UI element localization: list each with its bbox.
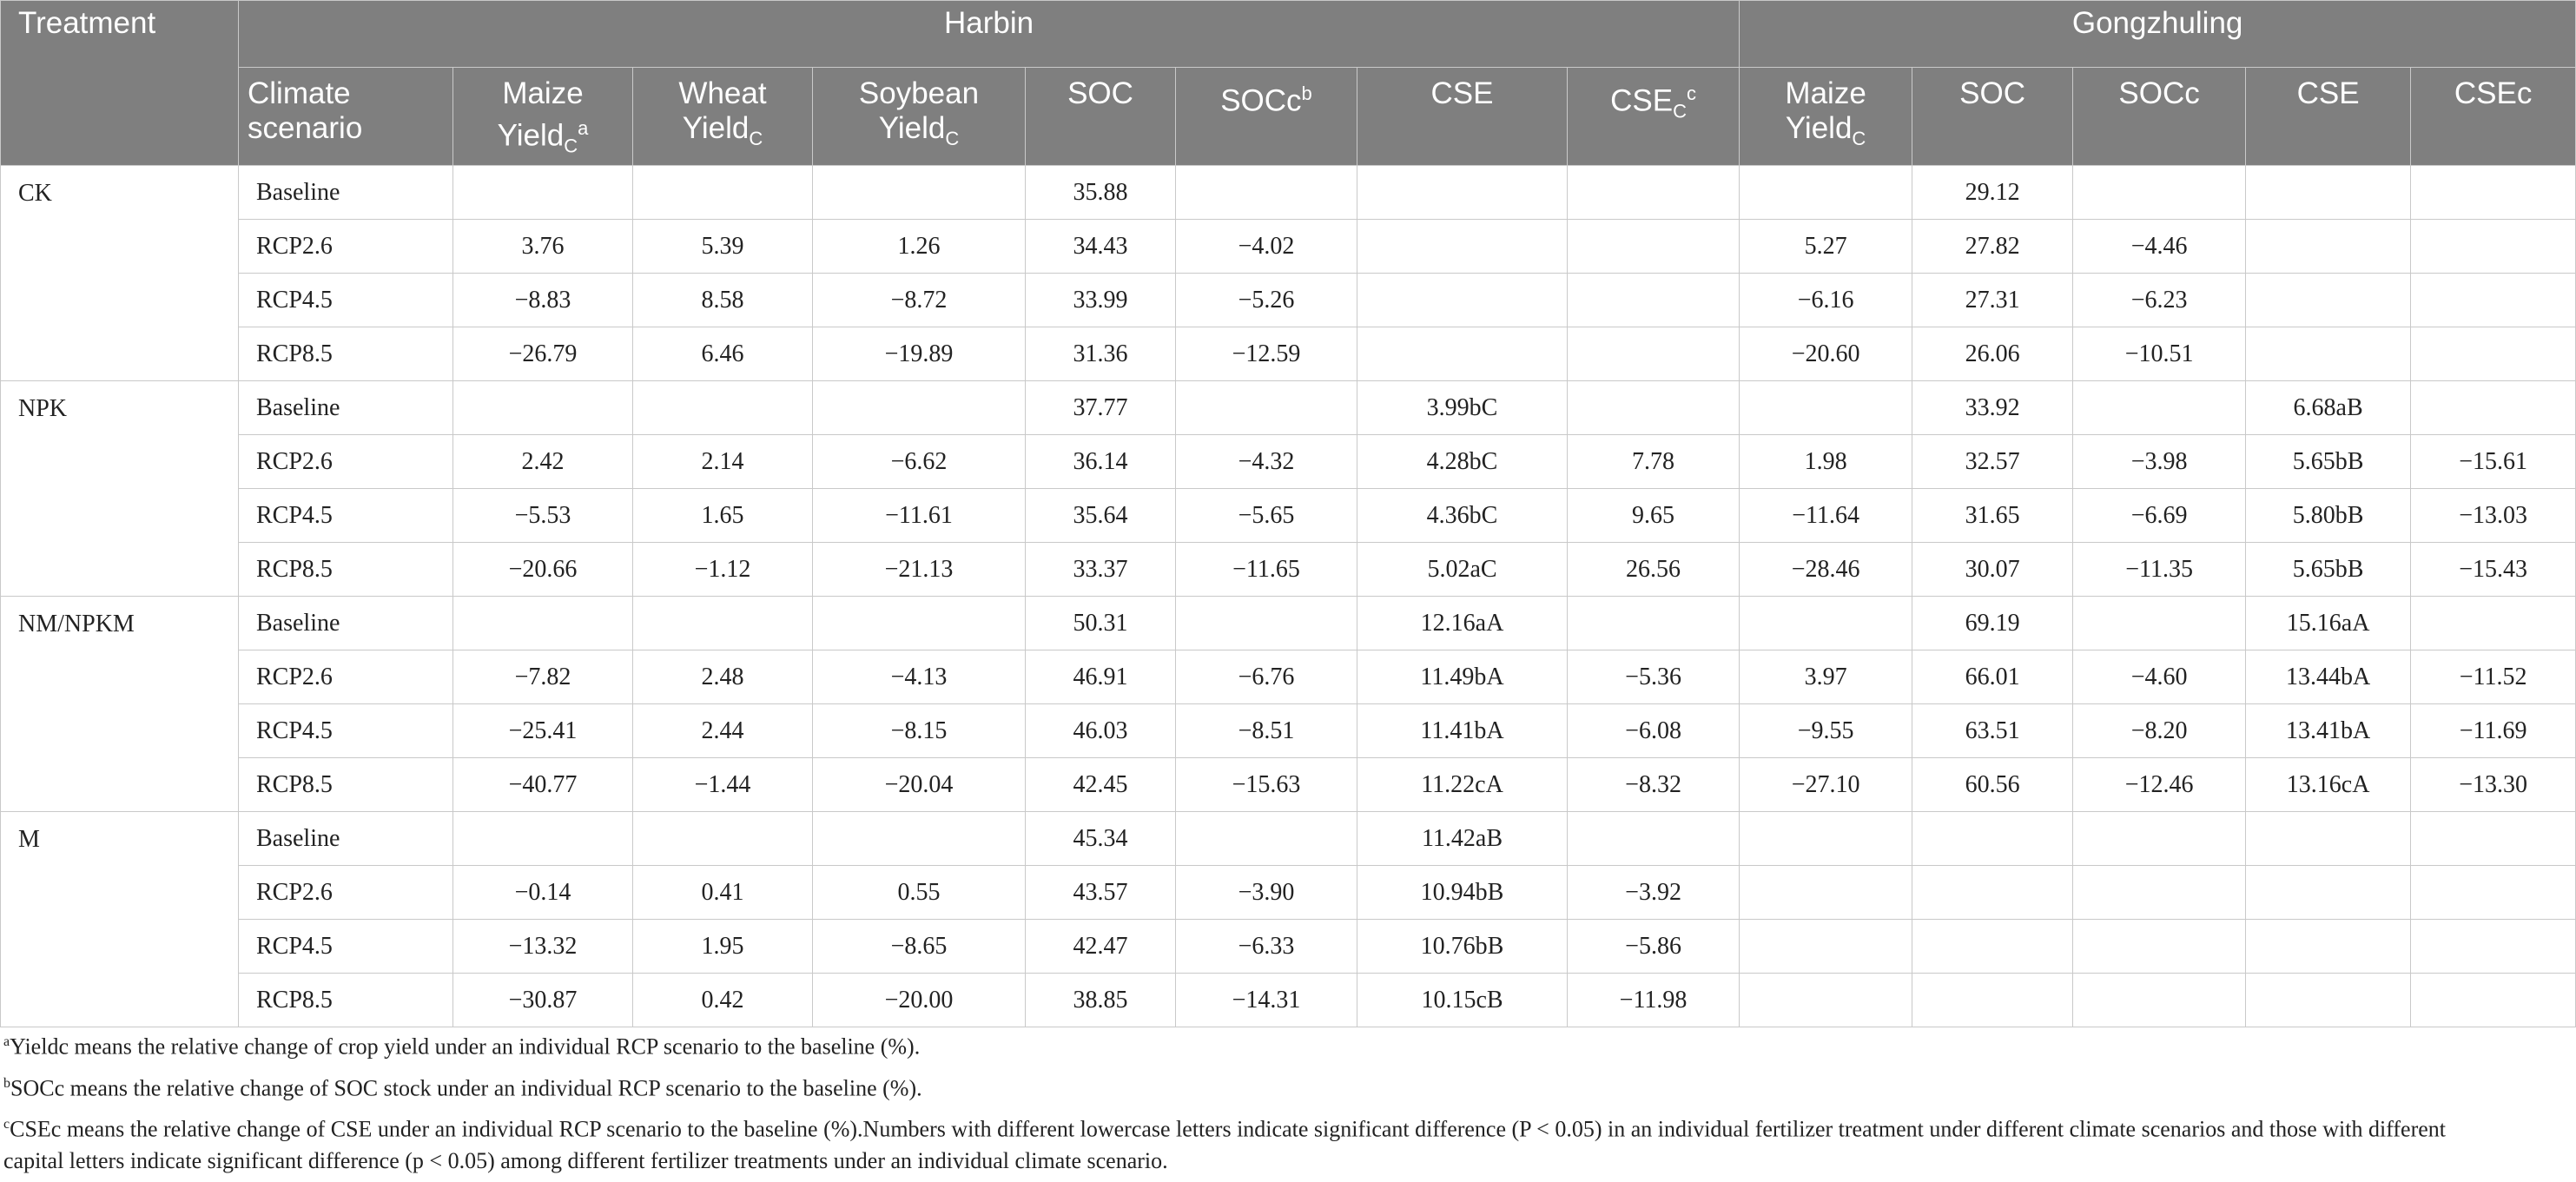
table-row <box>1 381 2576 435</box>
value-cell: 3.99bC <box>1357 381 1568 435</box>
value-cell: −28.46 <box>1740 543 1912 597</box>
harbin-csec-header: $CSE_C^c$ <box>1568 68 1740 166</box>
value-cell <box>1357 327 1568 381</box>
value-cell: 13.16cA <box>2246 758 2411 812</box>
value-cell <box>2246 974 2411 1027</box>
value-cell: 0.42 <box>633 974 813 1027</box>
value-cell: 43.57 <box>1026 866 1176 920</box>
value-cell <box>2073 920 2246 974</box>
value-cell: −8.72 <box>813 274 1026 327</box>
value-cell: −3.90 <box>1176 866 1357 920</box>
value-cell: 11.49bA <box>1357 650 1568 704</box>
value-cell: −15.61 <box>2411 435 2576 489</box>
scenario-cell: RCP4.5 <box>239 704 453 758</box>
table-row <box>1 812 2576 866</box>
value-cell: −13.30 <box>2411 758 2576 812</box>
value-cell: 6.46 <box>633 327 813 381</box>
value-cell <box>1357 274 1568 327</box>
value-cell <box>633 597 813 650</box>
climate-scenario-header: Climate scenario <box>239 68 453 166</box>
value-cell: 2.42 <box>453 435 633 489</box>
value-cell: −11.69 <box>2411 704 2576 758</box>
value-cell <box>813 597 1026 650</box>
value-cell: −5.65 <box>1176 489 1357 543</box>
treatment-header: Treatment <box>1 1 239 166</box>
harbin-soybean-yield-header: Soybean Yield$_C$ <box>813 68 1026 166</box>
value-cell <box>2073 381 2246 435</box>
scenario-cell: Baseline <box>239 812 453 866</box>
value-cell: −3.98 <box>2073 435 2246 489</box>
value-cell <box>1912 812 2073 866</box>
value-cell: 69.19 <box>1912 597 2073 650</box>
value-cell <box>1912 866 2073 920</box>
value-cell: 3.97 <box>1740 650 1912 704</box>
value-cell: 33.37 <box>1026 543 1176 597</box>
value-cell <box>1176 381 1357 435</box>
value-cell <box>1740 381 1912 435</box>
value-cell: 63.51 <box>1912 704 2073 758</box>
value-cell: −11.61 <box>813 489 1026 543</box>
footnote-c: $^c$CSEc means the relative change of CSE under an individual RCP scenario to the baseline (%).Numbers with different lowercase letters indicate significant difference (P < 0.05) in an individual fertilizer treatment under different climate scenarios and those with different capital letters indicate significant difference (p < 0.05) among different fertilizer treatments under an individual climate scenario. <box>3 1116 2447 1173</box>
value-cell: 5.02aC <box>1357 543 1568 597</box>
value-cell <box>633 812 813 866</box>
footnotes <box>0 1027 2461 1182</box>
harbin-wheat-yield-header: Wheat Yield$_C$ <box>633 68 813 166</box>
treatment-cell: M <box>1 812 239 1027</box>
value-cell <box>1357 220 1568 274</box>
value-cell <box>1568 166 1740 220</box>
value-cell: −15.43 <box>2411 543 2576 597</box>
value-cell <box>2411 220 2576 274</box>
value-cell <box>2246 920 2411 974</box>
value-cell <box>1740 597 1912 650</box>
value-cell: −6.08 <box>1568 704 1740 758</box>
value-cell: −6.62 <box>813 435 1026 489</box>
value-cell: −1.44 <box>633 758 813 812</box>
value-cell: 42.47 <box>1026 920 1176 974</box>
treatment-cell: CK <box>1 166 239 381</box>
value-cell: 10.76bB <box>1357 920 1568 974</box>
gongzhuling-socc-header: SOCc <box>2073 68 2246 166</box>
value-cell <box>2073 812 2246 866</box>
value-cell <box>2411 866 2576 920</box>
scenario-cell: Baseline <box>239 381 453 435</box>
value-cell: −4.46 <box>2073 220 2246 274</box>
value-cell: 8.58 <box>633 274 813 327</box>
value-cell: −11.35 <box>2073 543 2246 597</box>
scenario-cell: RCP8.5 <box>239 758 453 812</box>
value-cell: −11.65 <box>1176 543 1357 597</box>
value-cell: −5.53 <box>453 489 633 543</box>
value-cell <box>1568 381 1740 435</box>
value-cell: 9.65 <box>1568 489 1740 543</box>
value-cell: −4.60 <box>2073 650 2246 704</box>
value-cell: −12.46 <box>2073 758 2246 812</box>
value-cell <box>2411 274 2576 327</box>
value-cell: 60.56 <box>1912 758 2073 812</box>
value-cell <box>813 381 1026 435</box>
value-cell <box>1740 920 1912 974</box>
value-cell: −10.51 <box>2073 327 2246 381</box>
value-cell: −4.02 <box>1176 220 1357 274</box>
value-cell <box>2246 166 2411 220</box>
scenario-cell: RCP4.5 <box>239 920 453 974</box>
value-cell: 2.48 <box>633 650 813 704</box>
value-cell <box>453 381 633 435</box>
value-cell: 34.43 <box>1026 220 1176 274</box>
value-cell: −13.03 <box>2411 489 2576 543</box>
value-cell <box>2246 220 2411 274</box>
table-row <box>1 704 2576 758</box>
value-cell <box>1176 812 1357 866</box>
value-cell <box>1568 812 1740 866</box>
value-cell: 10.94bB <box>1357 866 1568 920</box>
value-cell <box>2411 327 2576 381</box>
value-cell: −0.14 <box>453 866 633 920</box>
value-cell <box>2246 866 2411 920</box>
value-cell: −8.83 <box>453 274 633 327</box>
value-cell: 11.22cA <box>1357 758 1568 812</box>
table-row <box>1 758 2576 812</box>
value-cell <box>453 166 633 220</box>
table-row <box>1 220 2576 274</box>
table-row <box>1 920 2576 974</box>
gongzhuling-csec-header: CSEc <box>2411 68 2576 166</box>
value-cell <box>1740 812 1912 866</box>
table-row <box>1 166 2576 220</box>
value-cell: 30.07 <box>1912 543 2073 597</box>
value-cell: −12.59 <box>1176 327 1357 381</box>
value-cell: −20.04 <box>813 758 1026 812</box>
value-cell: −40.77 <box>453 758 633 812</box>
value-cell <box>2411 166 2576 220</box>
value-cell: −25.41 <box>453 704 633 758</box>
value-cell: −20.00 <box>813 974 1026 1027</box>
value-cell <box>1740 974 1912 1027</box>
value-cell: 29.12 <box>1912 166 2073 220</box>
value-cell: 26.56 <box>1568 543 1740 597</box>
value-cell: 6.68aB <box>2246 381 2411 435</box>
scenario-cell: RCP2.6 <box>239 220 453 274</box>
table-row <box>1 650 2576 704</box>
value-cell: 26.06 <box>1912 327 2073 381</box>
treatment-cell: NPK <box>1 381 239 597</box>
value-cell: 5.80bB <box>2246 489 2411 543</box>
value-cell: 50.31 <box>1026 597 1176 650</box>
scenario-cell: RCP2.6 <box>239 866 453 920</box>
value-cell <box>2411 974 2576 1027</box>
value-cell: −6.33 <box>1176 920 1357 974</box>
value-cell: 31.36 <box>1026 327 1176 381</box>
value-cell: −3.92 <box>1568 866 1740 920</box>
value-cell: 37.77 <box>1026 381 1176 435</box>
value-cell <box>1740 866 1912 920</box>
value-cell: 31.65 <box>1912 489 2073 543</box>
gongzhuling-header: Gongzhuling <box>1740 1 2576 68</box>
value-cell: −15.63 <box>1176 758 1357 812</box>
value-cell <box>2246 274 2411 327</box>
value-cell: 11.42aB <box>1357 812 1568 866</box>
value-cell <box>1912 974 2073 1027</box>
value-cell: −5.26 <box>1176 274 1357 327</box>
table-row <box>1 435 2576 489</box>
value-cell: 32.57 <box>1912 435 2073 489</box>
value-cell: 2.44 <box>633 704 813 758</box>
value-cell <box>2411 597 2576 650</box>
scenario-cell: Baseline <box>239 166 453 220</box>
value-cell: 3.76 <box>453 220 633 274</box>
value-cell: 36.14 <box>1026 435 1176 489</box>
scenario-cell: RCP4.5 <box>239 274 453 327</box>
value-cell: 15.16aA <box>2246 597 2411 650</box>
table-body <box>1 166 2576 1027</box>
value-cell: −1.12 <box>633 543 813 597</box>
value-cell <box>2411 381 2576 435</box>
value-cell: −21.13 <box>813 543 1026 597</box>
table-row <box>1 974 2576 1027</box>
scenario-cell: RCP2.6 <box>239 650 453 704</box>
gongzhuling-cse-header: CSE <box>2246 68 2411 166</box>
value-cell <box>2073 597 2246 650</box>
table-row <box>1 489 2576 543</box>
value-cell: −7.82 <box>453 650 633 704</box>
gongzhuling-soc-header: SOC <box>1912 68 2073 166</box>
footnote-b: $^b$SOCc means the relative change of SOC stock under an individual RCP scenario to the baseline (%). <box>3 1075 922 1101</box>
harbin-soc-header: SOC <box>1026 68 1176 166</box>
value-cell: 0.55 <box>813 866 1026 920</box>
value-cell: 0.41 <box>633 866 813 920</box>
value-cell: −8.51 <box>1176 704 1357 758</box>
value-cell <box>2411 920 2576 974</box>
value-cell: −13.32 <box>453 920 633 974</box>
value-cell: −8.32 <box>1568 758 1740 812</box>
value-cell <box>453 597 633 650</box>
value-cell: 1.95 <box>633 920 813 974</box>
treatment-cell: NM/NPKM <box>1 597 239 812</box>
value-cell: −11.64 <box>1740 489 1912 543</box>
value-cell: 46.91 <box>1026 650 1176 704</box>
value-cell <box>813 166 1026 220</box>
value-cell <box>1176 597 1357 650</box>
scenario-cell: RCP2.6 <box>239 435 453 489</box>
harbin-cse-header: CSE <box>1357 68 1568 166</box>
table-row <box>1 597 2576 650</box>
value-cell <box>1740 166 1912 220</box>
value-cell <box>1568 220 1740 274</box>
scenario-cell: RCP4.5 <box>239 489 453 543</box>
gongzhuling-maize-yield-header: Maize Yield$_C$ <box>1740 68 1912 166</box>
value-cell <box>1912 920 2073 974</box>
value-cell: 38.85 <box>1026 974 1176 1027</box>
value-cell <box>453 812 633 866</box>
value-cell <box>633 381 813 435</box>
value-cell: −4.13 <box>813 650 1026 704</box>
value-cell: −11.98 <box>1568 974 1740 1027</box>
value-cell <box>2073 166 2246 220</box>
value-cell: −6.76 <box>1176 650 1357 704</box>
harbin-header: Harbin <box>239 1 1740 68</box>
value-cell: −20.66 <box>453 543 633 597</box>
value-cell: −6.69 <box>2073 489 2246 543</box>
value-cell: 13.41bA <box>2246 704 2411 758</box>
value-cell: 33.99 <box>1026 274 1176 327</box>
harbin-maize-yield-header: Maize Yield$_C^a$ <box>453 68 633 166</box>
value-cell: 35.64 <box>1026 489 1176 543</box>
value-cell: 5.39 <box>633 220 813 274</box>
value-cell: −26.79 <box>453 327 633 381</box>
value-cell: −30.87 <box>453 974 633 1027</box>
value-cell: 27.31 <box>1912 274 2073 327</box>
value-cell <box>2246 327 2411 381</box>
value-cell: 13.44bA <box>2246 650 2411 704</box>
value-cell: 66.01 <box>1912 650 2073 704</box>
value-cell <box>2073 974 2246 1027</box>
value-cell: −5.86 <box>1568 920 1740 974</box>
value-cell <box>1568 597 1740 650</box>
value-cell: 2.14 <box>633 435 813 489</box>
value-cell <box>1568 327 1740 381</box>
value-cell: 1.26 <box>813 220 1026 274</box>
scenario-cell: Baseline <box>239 597 453 650</box>
value-cell: 5.65bB <box>2246 435 2411 489</box>
table-row <box>1 543 2576 597</box>
value-cell: 1.98 <box>1740 435 1912 489</box>
table-row <box>1 274 2576 327</box>
value-cell: 5.65bB <box>2246 543 2411 597</box>
value-cell <box>2411 812 2576 866</box>
value-cell: 5.27 <box>1740 220 1912 274</box>
scenario-cell: RCP8.5 <box>239 543 453 597</box>
value-cell <box>1568 274 1740 327</box>
footnote-a: $^a$Yieldc means the relative change of crop yield under an individual RCP scenario to the baseline (%). <box>3 1033 921 1060</box>
value-cell <box>1176 166 1357 220</box>
table-row <box>1 866 2576 920</box>
value-cell: −5.36 <box>1568 650 1740 704</box>
value-cell: 45.34 <box>1026 812 1176 866</box>
value-cell: −19.89 <box>813 327 1026 381</box>
harbin-socc-header: SOCc$^b$ <box>1176 68 1357 166</box>
value-cell <box>2246 812 2411 866</box>
value-cell: −8.20 <box>2073 704 2246 758</box>
value-cell: 1.65 <box>633 489 813 543</box>
scenario-cell: RCP8.5 <box>239 327 453 381</box>
value-cell: −8.65 <box>813 920 1026 974</box>
value-cell: 4.28bC <box>1357 435 1568 489</box>
table-row <box>1 327 2576 381</box>
value-cell: −6.16 <box>1740 274 1912 327</box>
value-cell <box>1357 166 1568 220</box>
value-cell: −14.31 <box>1176 974 1357 1027</box>
scenario-cell: RCP8.5 <box>239 974 453 1027</box>
value-cell <box>633 166 813 220</box>
value-cell: −6.23 <box>2073 274 2246 327</box>
value-cell <box>813 812 1026 866</box>
value-cell: 27.82 <box>1912 220 2073 274</box>
value-cell: 33.92 <box>1912 381 2073 435</box>
value-cell: −4.32 <box>1176 435 1357 489</box>
value-cell: −20.60 <box>1740 327 1912 381</box>
value-cell: 7.78 <box>1568 435 1740 489</box>
value-cell: 46.03 <box>1026 704 1176 758</box>
value-cell: 12.16aA <box>1357 597 1568 650</box>
value-cell: −9.55 <box>1740 704 1912 758</box>
value-cell: 35.88 <box>1026 166 1176 220</box>
value-cell: 10.15cB <box>1357 974 1568 1027</box>
value-cell: −11.52 <box>2411 650 2576 704</box>
value-cell: 4.36bC <box>1357 489 1568 543</box>
value-cell: −27.10 <box>1740 758 1912 812</box>
value-cell <box>2073 866 2246 920</box>
value-cell: 11.41bA <box>1357 704 1568 758</box>
value-cell: −8.15 <box>813 704 1026 758</box>
value-cell: 42.45 <box>1026 758 1176 812</box>
